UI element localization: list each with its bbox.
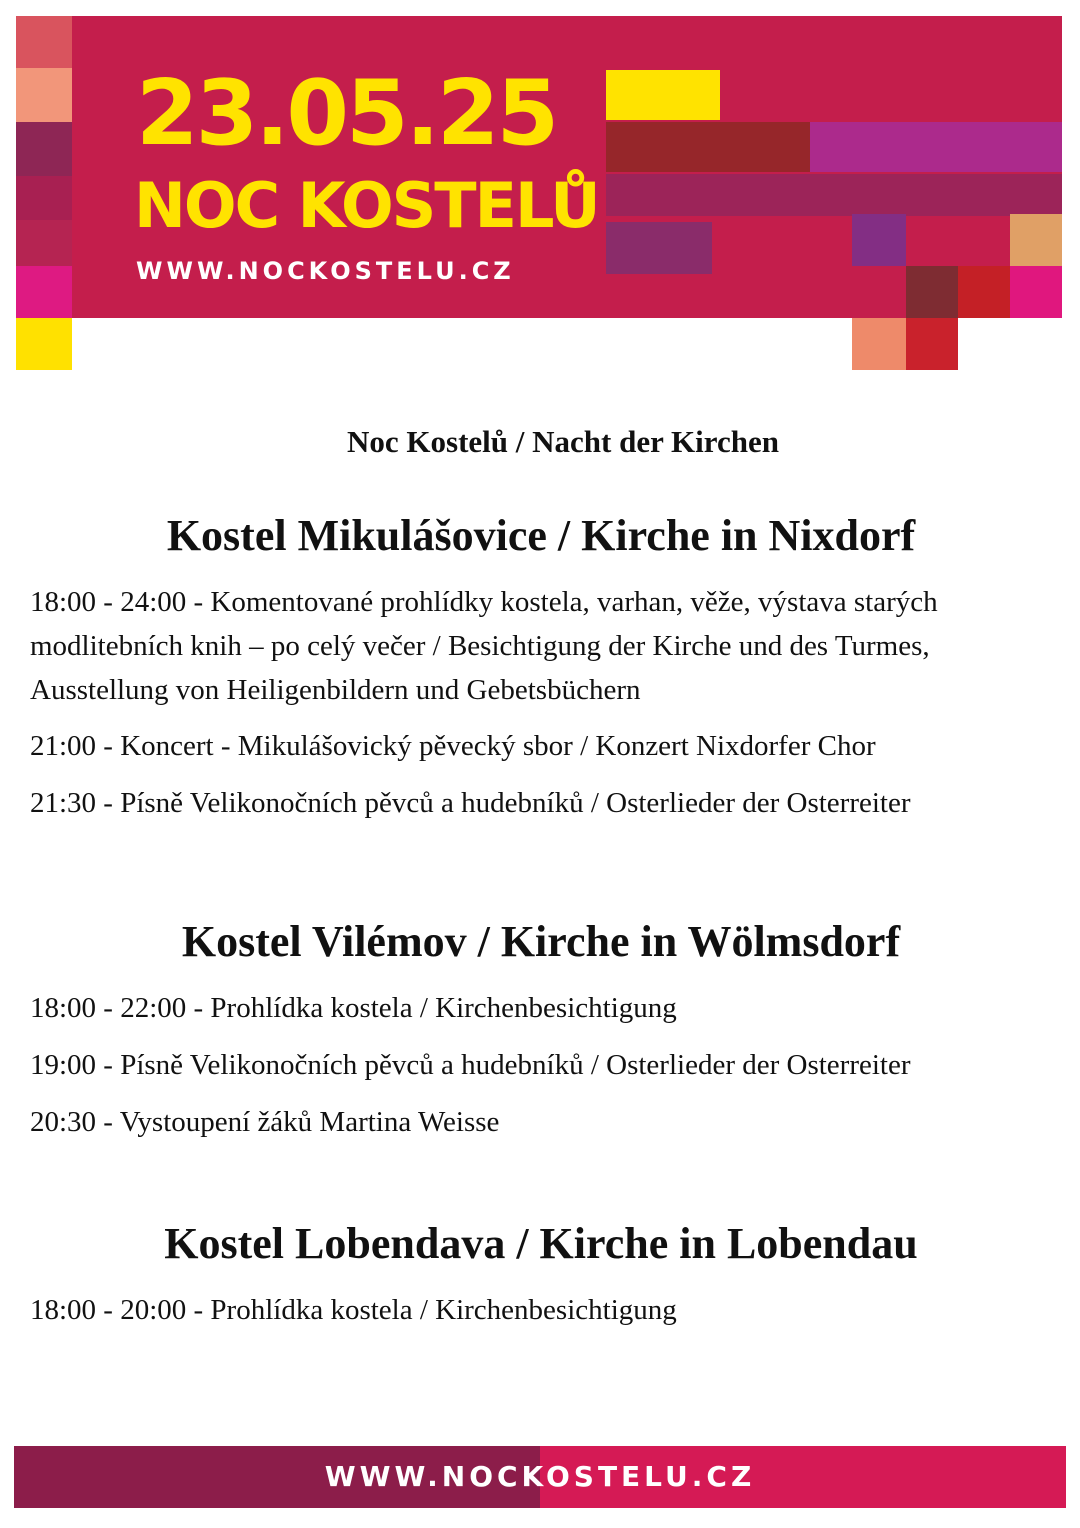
event-item: 18:00 - 22:00 - Prohlídka kostela / Kirchenbesichtigung bbox=[30, 992, 677, 1024]
banner-tile bbox=[16, 122, 72, 176]
banner-tile bbox=[606, 222, 712, 274]
banner-tile bbox=[16, 176, 72, 220]
banner-title: NOC KOSTELŮ bbox=[134, 169, 599, 242]
church-heading-lobendava: Kostel Lobendava / Kirche in Lobendau bbox=[164, 1219, 918, 1268]
banner-tile bbox=[906, 318, 958, 370]
banner-tile bbox=[606, 174, 1062, 216]
footer-bar bbox=[14, 1446, 1066, 1508]
banner-tile bbox=[606, 70, 720, 120]
church-heading-mikulasovice: Kostel Mikulášovice / Kirche in Nixdorf bbox=[166, 511, 916, 560]
banner-date: 23.05.25 bbox=[136, 61, 557, 166]
banner-tile bbox=[16, 266, 72, 318]
church-heading-vilemov: Kostel Vilémov / Kirche in Wölmsdorf bbox=[181, 917, 901, 966]
banner-tile bbox=[906, 266, 960, 318]
banner-tile bbox=[1010, 214, 1062, 266]
banner-tile bbox=[16, 16, 72, 68]
event-item: 21:00 - Koncert - Mikulášovický pěvecký sbor / Konzert Nixdorfer Chor bbox=[30, 730, 876, 762]
event-item: 18:00 - 24:00 - Komentované prohlídky kostela, varhan, věže, výstava starých modlitebních knih – po celý večer / Besichtigung der Kirche und des Turmes, Ausstellung von Heiligenbildern und Gebetsbüchern bbox=[30, 586, 938, 706]
event-item: 20:30 - Vystoupení žáků Martina Weisse bbox=[30, 1106, 500, 1138]
event-item: 18:00 - 20:00 - Prohlídka kostela / Kirchenbesichtigung bbox=[30, 1294, 677, 1326]
banner-tile bbox=[16, 220, 72, 266]
banner-tile bbox=[810, 122, 1062, 172]
banner-tile bbox=[1010, 266, 1062, 318]
banner-tile bbox=[16, 318, 72, 370]
footer-url[interactable]: WWW.NOCKOSTELU.CZ bbox=[324, 1460, 756, 1493]
banner-tile bbox=[852, 318, 906, 370]
page-subtitle: Noc Kostelů / Nacht der Kirchen bbox=[347, 424, 779, 459]
banner-tile bbox=[16, 68, 72, 122]
header-banner bbox=[0, 0, 1080, 380]
banner-url[interactable]: WWW.NOCKOSTELU.CZ bbox=[136, 257, 515, 285]
event-item: 19:00 - Písně Velikonočních pěvců a hudebníků / Osterlieder der Osterreiter bbox=[30, 1049, 911, 1081]
banner-tile bbox=[852, 214, 906, 266]
banner-tile bbox=[958, 266, 1010, 318]
event-item: 21:30 - Písně Velikonočních pěvců a hudebníků / Osterlieder der Osterreiter bbox=[30, 787, 911, 819]
banner-tile bbox=[606, 122, 810, 172]
